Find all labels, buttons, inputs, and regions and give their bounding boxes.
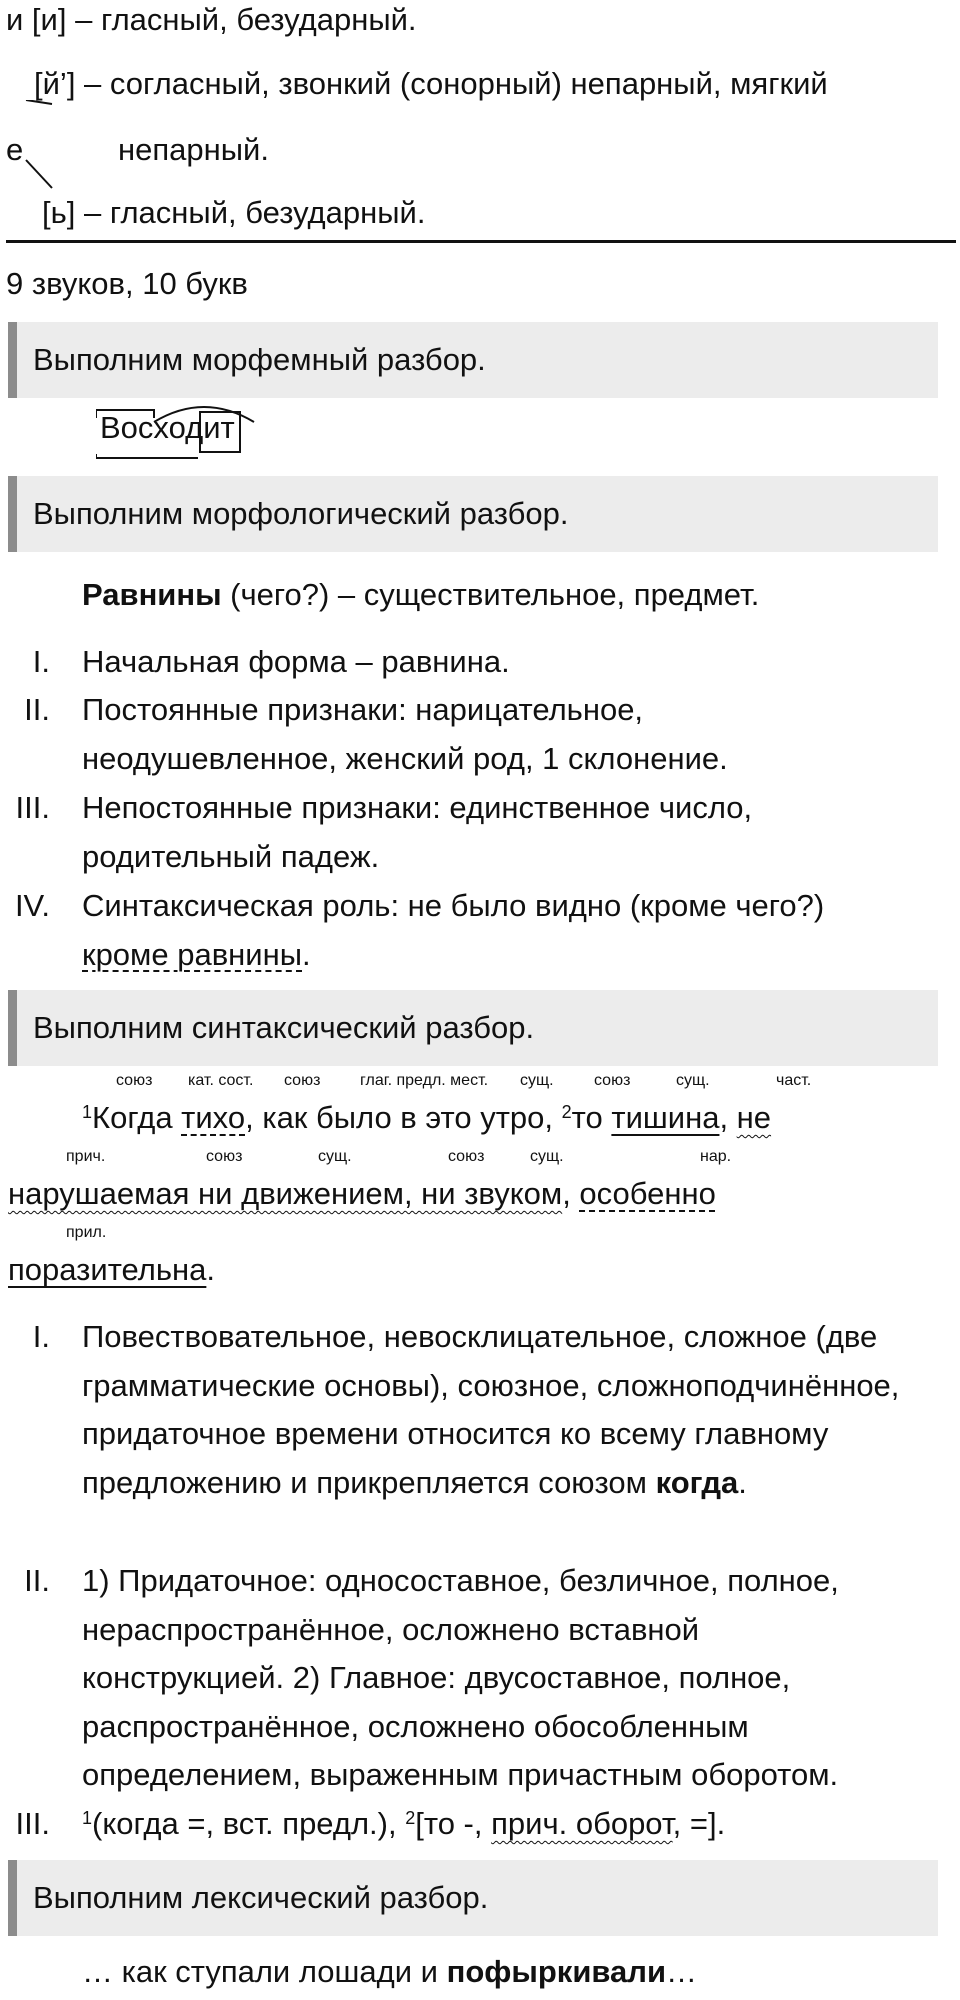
text: Когда — [92, 1100, 182, 1135]
sentence-line-2 — [8, 1174, 716, 1214]
predicate: особенно — [579, 1176, 716, 1211]
morphology-head — [82, 575, 759, 615]
pos-label: сущ. — [520, 1072, 554, 1089]
text: [то -, — [415, 1806, 492, 1841]
pos-label: сущ. — [530, 1148, 564, 1165]
morphology-banner: Выполним морфологический разбор. — [8, 476, 938, 552]
period: . — [738, 1464, 747, 1500]
pos-label: сущ. — [676, 1072, 710, 1089]
predicate: тихо — [181, 1100, 246, 1135]
pos-label: прич. — [66, 1148, 106, 1165]
text: … как ступали лошади и — [82, 1954, 447, 1989]
roman-numeral: I. — [32, 1319, 50, 1354]
lexical-line — [82, 1952, 697, 1992]
pos-label: союз — [448, 1148, 485, 1165]
roman-numeral: II. — [24, 692, 50, 727]
participial-phrase: нарушаемая ни движением, ни звуком — [8, 1176, 563, 1211]
roman-numeral: III. — [15, 790, 50, 825]
text: , — [719, 1100, 737, 1135]
pos-label: сущ. — [318, 1148, 352, 1165]
pos-label: союз — [284, 1072, 321, 1089]
syntax-item-2: 1) Придаточное: односоставное, безличное, полное, нераспространённое, осложнено вставной конструкцией. 2) Главное: двусоставное, полное, распространённое, осложнено обособленным определением, выраженным причастным оборотом. — [82, 1563, 839, 1792]
morph-item-4 — [82, 882, 932, 979]
head-description: (чего?) – существительное, предмет. — [221, 577, 760, 612]
pos-label: союз — [594, 1072, 631, 1089]
sentence-line-1 — [82, 1098, 771, 1138]
head-word: Равнины — [82, 577, 222, 612]
pos-label: союз — [116, 1072, 153, 1089]
text: Повествовательное, невосклицательное, сложное (две грамматические основы), союзное, сложноподчинённое, придаточное времени относится ко всему главному предложению и прикрепляется союзом — [82, 1319, 900, 1500]
lexical-banner: Выполним лексический разбор. — [8, 1860, 938, 1936]
sounds-letters-summary: 9 звуков, 10 букв — [6, 266, 248, 301]
clause-number: 1 — [82, 1808, 93, 1828]
roman-numeral: IV. — [14, 888, 50, 923]
clause-number: 2 — [405, 1808, 416, 1828]
period: . — [302, 936, 311, 972]
syntax-banner: Выполним синтаксический разбор. — [8, 990, 938, 1066]
text: , =]. — [672, 1806, 726, 1841]
morph-item-2: Постоянные признаки: нарицательное, неодушевленное, женский род, 1 склонение. — [82, 692, 728, 776]
participial-phrase: прич. оборот — [491, 1806, 673, 1841]
pos-label: част. — [776, 1072, 812, 1089]
syntax-item-3 — [82, 1800, 932, 1849]
morph-item-3: Непостоянные признаки: единственное число, родительный падеж. — [82, 790, 753, 874]
morph-item-1: Начальная форма – равнина. — [82, 644, 510, 679]
period: . — [206, 1252, 215, 1287]
roman-numeral: I. — [32, 644, 50, 679]
predicate: поразительна — [8, 1252, 207, 1287]
text: (когда =, вст. предл.), — [92, 1806, 406, 1841]
subject: тишина — [611, 1100, 720, 1135]
pos-label: прил. — [66, 1224, 107, 1241]
phonetic-line-i: и [и] – гласный, безударный. — [6, 2, 417, 37]
conjunction: когда — [655, 1464, 739, 1500]
attribute: не — [736, 1100, 772, 1135]
phonetic-line-unpaired: непарный. — [118, 132, 269, 167]
phonetic-line-j: [й’] – согласный, звонкий (сонорный) непарный, мягкий — [34, 66, 828, 101]
text: , — [562, 1176, 580, 1211]
letter-e: е — [6, 132, 24, 167]
ellipsis: … — [666, 1954, 698, 1989]
roman-numeral: II. — [24, 1563, 50, 1598]
adverbial-phrase: кроме равнины — [82, 936, 302, 972]
clause-number: 1 — [82, 1102, 93, 1122]
syntax-role-text: Синтаксическая роль: не было видно (кроме чего?) — [82, 888, 825, 923]
clause-number: 2 — [561, 1102, 572, 1122]
pos-label: глаг. предл. мест. — [360, 1072, 489, 1089]
text: , как было в это утро, — [245, 1100, 562, 1135]
syntax-item-1 — [82, 1313, 942, 1507]
pos-label: союз — [206, 1148, 243, 1165]
pos-label: нар. — [700, 1148, 732, 1165]
sentence-line-3 — [8, 1250, 215, 1290]
text: то — [571, 1100, 612, 1135]
divider — [6, 240, 956, 243]
morpheme-banner: Выполним морфемный разбор. — [8, 322, 938, 398]
target-word: пофыркивали — [446, 1954, 667, 1989]
morpheme-word-text: Восходит — [100, 410, 235, 445]
roman-numeral: III. — [15, 1806, 50, 1841]
pos-label: кат. сост. — [188, 1072, 254, 1089]
phonetic-line-soft: [ь] – гласный, безударный. — [42, 195, 426, 230]
